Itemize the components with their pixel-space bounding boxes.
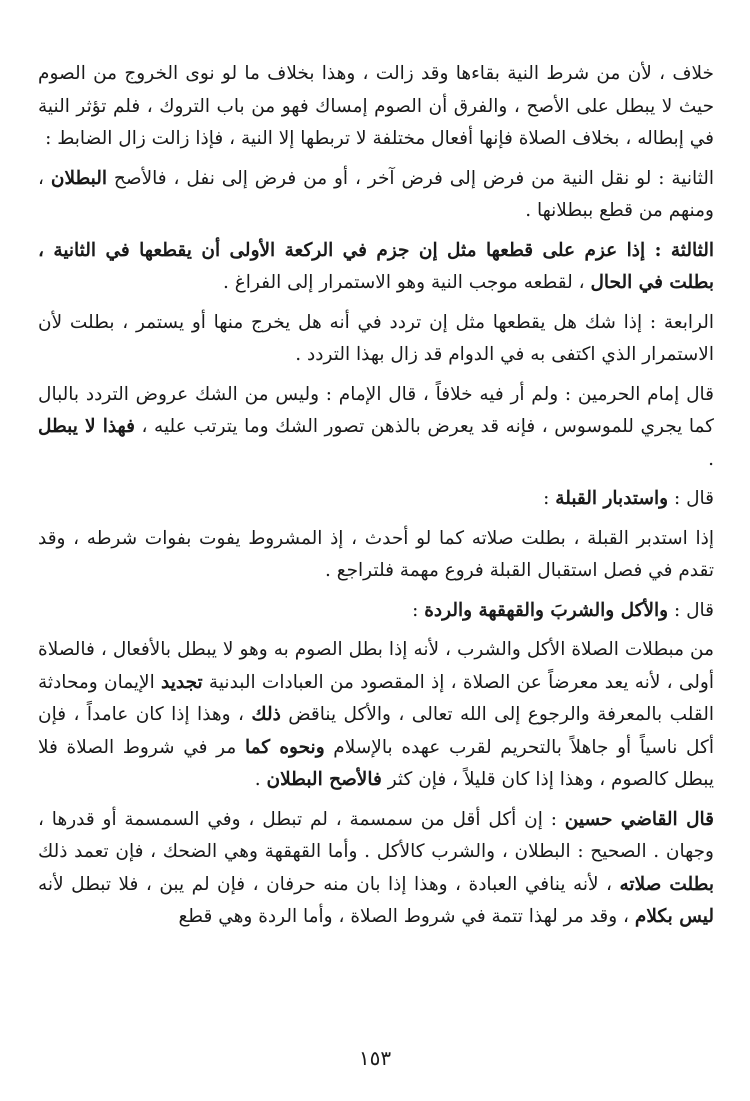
- paragraph-gap: [38, 518, 714, 519]
- text-segment: قال :: [668, 488, 714, 509]
- paragraph-p2: [38, 163, 714, 228]
- text-segment: :: [543, 488, 556, 509]
- text-segment: قال القاضي حسين: [564, 808, 714, 830]
- text-segment: من مبطلات الصلاة الأكل والشرب ، لأنه إذا بطل الصوم به وهو لا يبطل بالأفعال ، فالصلاة أولى ، لأنه يعد معرضاً عن الصلاة ، إذ المقصود من العبادات البدنية: [38, 639, 714, 693]
- body-text: [38, 58, 714, 934]
- text-segment: ، ومنهم من قطع ببطلانها .: [38, 167, 714, 221]
- text-segment: .: [254, 769, 267, 790]
- text-segment: .: [708, 448, 714, 470]
- paragraph-p9: [38, 634, 714, 797]
- paragraph-gap: [38, 158, 714, 159]
- text-segment: فهذا لا يبطل: [38, 416, 135, 437]
- text-segment: ذلك: [251, 704, 281, 725]
- text-segment: تجديد: [161, 671, 203, 693]
- text-segment: الثانية : لو نقل النية من فرض إلى فرض آخر ، أو من فرض إلى نفل ، فالأصح: [107, 167, 714, 189]
- paragraph-gap: [38, 230, 714, 231]
- text-segment: فالأصح البطلان: [266, 769, 382, 790]
- text-segment: الثالثة : إذا عزم على قطعها مثل إن جزم في الركعة الأولى أن يقطعها في الثانية ، بطلت في الحال: [38, 239, 714, 293]
- text-segment: مر في شروط الصلاة فلا يبطل كالصوم ، وهذا إذا كان قليلاً ، فإن كثر: [38, 736, 714, 790]
- text-segment: خلاف ، لأن من شرط النية بقاءها وقد زالت ، وهذا بخلاف ما لو نوى الخروج من الصوم حيث لا يبطل على الأصح ، والفرق أن الصوم إمساك فهو من باب التروك ، فلم تؤثر النية في إبطاله ، بخلاف الصلاة فإنها أفعال مختلفة لا تربطها إلا النية ، فإذا زالت زال الضابط :: [38, 63, 714, 149]
- text-segment: ، وهذا إذا كان عامداً ، فإن أكل ناسياً أو جاهلاً بالتحريم لقرب عهده بالإسلام: [38, 704, 715, 758]
- page-number: ١٥٣: [358, 1046, 392, 1070]
- paragraph-gap: [38, 478, 714, 479]
- paragraph-p6: [38, 483, 714, 516]
- text-segment: الرابعة : إذا شك هل يقطعها مثل إن تردد في أنه هل يخرج منها أو يستمر ، بطلت لأن الاستمرار الذي اكتفى به في الدوام قد زال بهذا التردد .: [38, 311, 714, 365]
- paragraph-gap: [38, 374, 714, 375]
- paragraph-gap: [38, 302, 714, 303]
- paragraph-gap: [38, 590, 714, 591]
- paragraph-p5: [38, 379, 714, 477]
- paragraph-p10: [38, 804, 714, 934]
- paragraph-p4: [38, 307, 714, 372]
- text-segment: ، لأنه ينافي العبادة ، وهذا إذا بان منه حرفان ، فإن لم يبن ، فلا تبطل لأنه: [38, 873, 620, 895]
- text-segment: : إن أكل أقل من سمسمة ، لم تبطل ، وفي السمسمة أو قدرها ، وجهان . الصحيح : البطلان ، والشرب كالأكل . وأما القهقهة وهي الضحك ، فإن تعمد ذلك: [38, 808, 714, 862]
- paragraph-p1: [38, 58, 714, 156]
- text-segment: قال :: [668, 599, 714, 621]
- text-segment: إذا استدبر القبلة ، بطلت صلاته كما لو أحدث ، إذ المشروط يفوت بفوات شرطه ، وقد تقدم في فصل استقبال القبلة فروع مهمة فلتراجع .: [38, 527, 714, 581]
- text-segment: البطلان: [50, 167, 108, 189]
- paragraph-p7: [38, 523, 714, 588]
- text-segment: ، وقد مر لهذا تتمة في شروط الصلاة ، وأما الردة وهي قطع: [178, 906, 635, 927]
- text-segment: واستدبار القبلة: [555, 488, 669, 509]
- paragraph-gap: [38, 629, 714, 630]
- text-segment: قال إمام الحرمين : ولم أر فيه خلافاً ، قال الإمام : وليس من الشك عروض التردد بالبال كما يجري للموسوس ، فإنه قد يعرض بالذهن تصور الشك وما يترتب عليه ،: [38, 383, 714, 437]
- text-segment: ونحوه كما: [244, 736, 325, 758]
- text-segment: ليس بكلام: [634, 906, 714, 927]
- text-segment: بطلت صلاته: [619, 873, 714, 895]
- paragraph-p3: [38, 235, 714, 300]
- paragraph-p8: [38, 595, 714, 628]
- text-segment: الإيمان ومحادثة القلب بالمعرفة والرجوع إلى الله تعالى ، والأكل يناقض: [38, 671, 714, 725]
- text-segment: والأكل والشربَ والقهقهة والردة: [424, 599, 669, 621]
- text-segment: :: [412, 599, 425, 621]
- text-segment: ، لقطعه موجب النية وهو الاستمرار إلى الفراغ .: [223, 272, 591, 293]
- paragraph-gap: [38, 799, 714, 800]
